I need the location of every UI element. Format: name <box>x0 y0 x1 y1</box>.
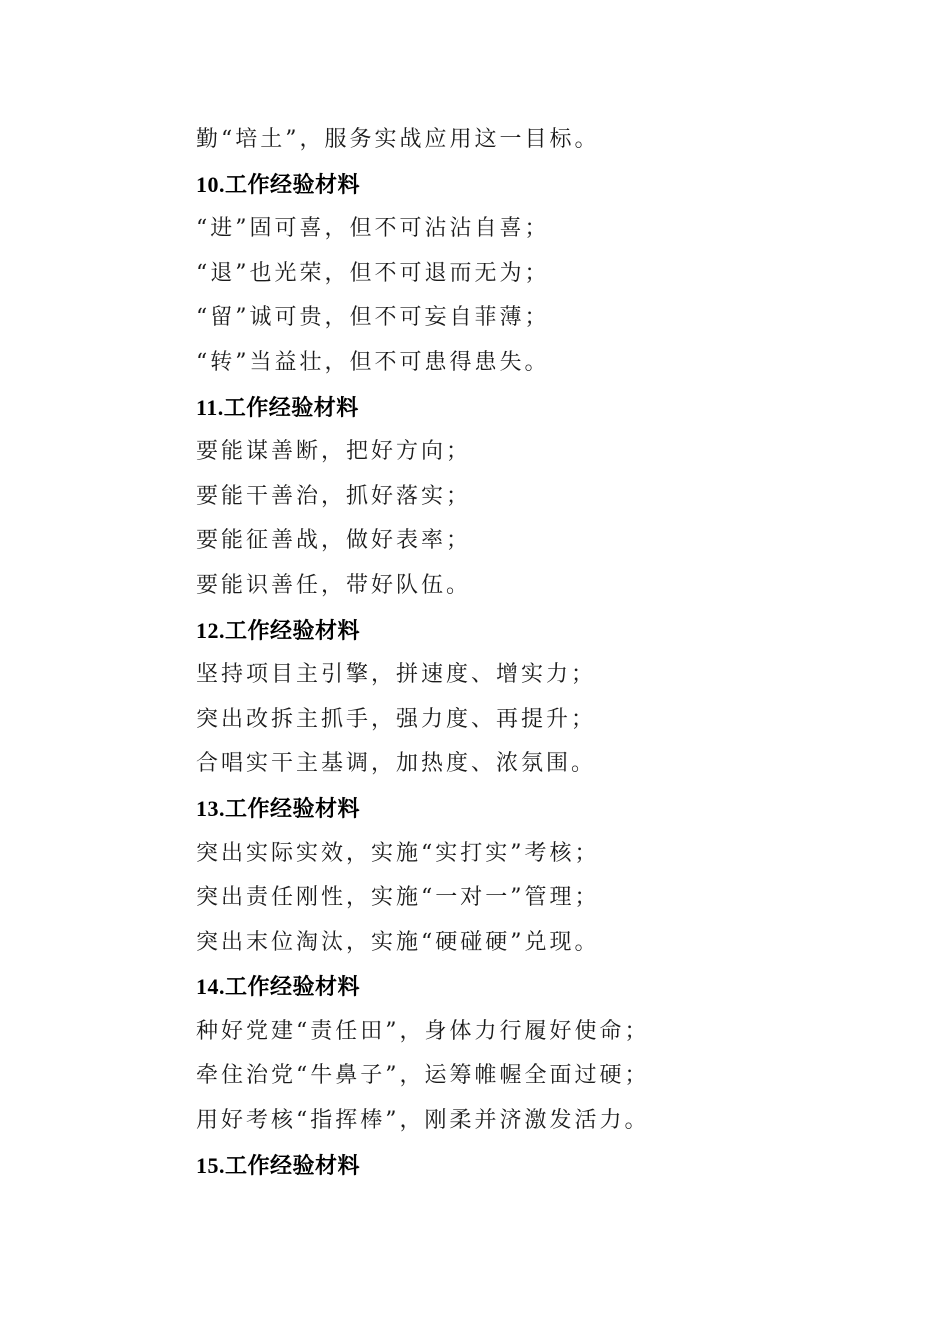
body-line: 坚持项目主引擎，拼速度、增实力； <box>196 662 597 688</box>
intro-line: 勤“培土”，服务实战应用这一目标。 <box>196 127 600 152</box>
body-line: 突出实际实效，实施“实打实”考核； <box>196 840 600 866</box>
body-line: “留”诚可贵，但不可妄自菲薄； <box>196 305 550 331</box>
section-heading: 14.工作经验材料 <box>196 974 361 1000</box>
section-heading: 10.工作经验材料 <box>196 171 361 197</box>
body-line: “进”固可喜，但不可沾沾自喜； <box>196 216 550 242</box>
section-heading: 12.工作经验材料 <box>196 617 361 643</box>
body-line: 要能识善任，带好队伍。 <box>196 572 472 598</box>
section-12 <box>196 609 886 787</box>
body-line: 突出末位淘汰，实施“硬碰硬”兑现。 <box>196 929 600 955</box>
section-heading: 13.工作经验材料 <box>196 795 361 821</box>
body-line: 种好党建“责任田”，身体力行履好使命； <box>196 1018 650 1044</box>
section-10 <box>196 163 886 386</box>
section-13 <box>196 787 886 965</box>
section-heading: 11.工作经验材料 <box>196 394 359 420</box>
body-line: 要能谋善断，把好方向； <box>196 439 472 465</box>
body-line: 突出责任刚性，实施“一对一”管理； <box>196 885 600 911</box>
body-line: 要能干善治，抓好落实； <box>196 483 472 509</box>
document-body <box>196 118 886 1188</box>
body-line: 突出改拆主抓手，强力度、再提升； <box>196 706 597 732</box>
section-14 <box>196 965 886 1143</box>
body-line: 要能征善战，做好表率； <box>196 528 472 554</box>
section-11 <box>196 386 886 609</box>
body-line: “退”也光荣，但不可退而无为； <box>196 260 550 286</box>
body-line: 用好考核“指挥棒”，刚柔并济激发活力。 <box>196 1108 650 1134</box>
section-heading: 15.工作经验材料 <box>196 1152 361 1178</box>
body-line: “转”当益壮，但不可患得患失。 <box>196 349 550 375</box>
body-line: 牵住治党“牛鼻子”，运筹帷幄全面过硬； <box>196 1063 650 1089</box>
body-line: 合唱实干主基调，加热度、浓氛围。 <box>196 751 597 777</box>
section-15 <box>196 1144 886 1189</box>
